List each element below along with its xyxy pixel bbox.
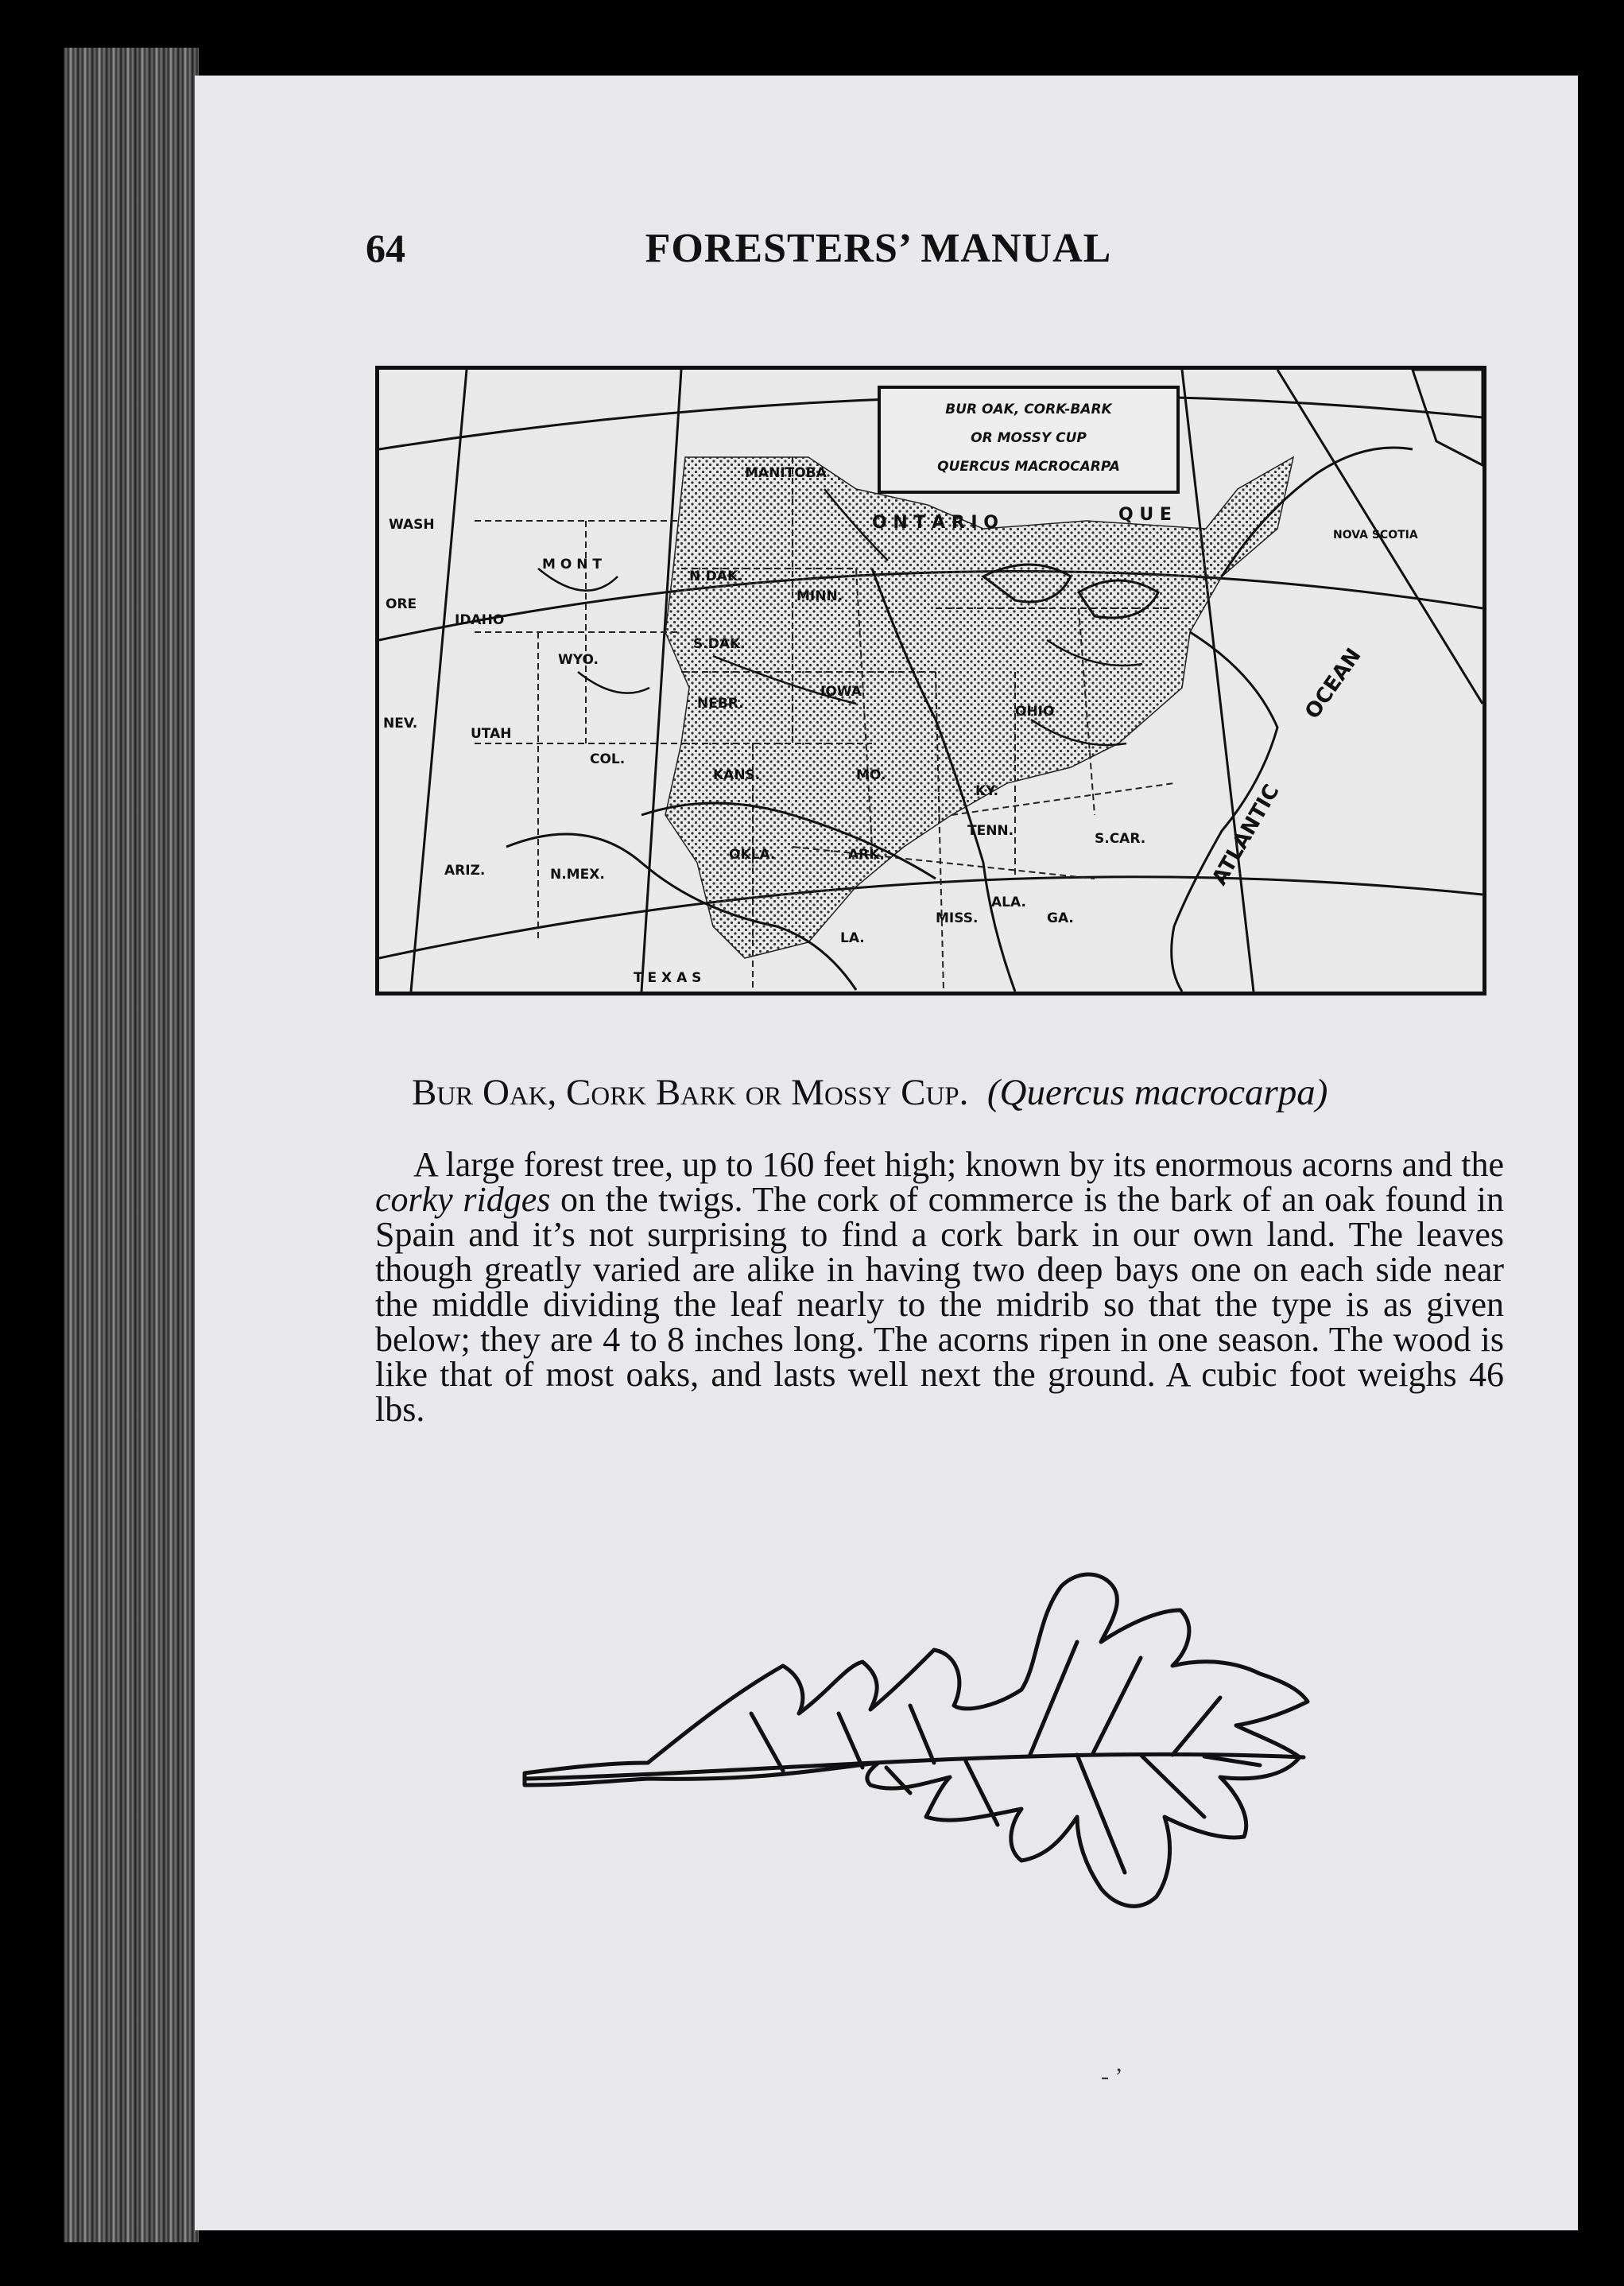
map-label-sdak: S.DAK. — [693, 636, 746, 652]
map-legend — [878, 386, 1180, 494]
figure-caption — [412, 1071, 1624, 1114]
range-map — [375, 366, 1486, 996]
map-label-ndak: N.DAK. — [689, 569, 743, 584]
map-label-ga: GA. — [1047, 910, 1074, 926]
map-label-kans: KANS. — [713, 767, 761, 783]
map-label-ala: ALA. — [991, 895, 1026, 910]
map-label-nev: NEV. — [383, 716, 418, 732]
book-binding-edge — [64, 48, 199, 2242]
bur-oak-leaf-illustration — [521, 1554, 1594, 1928]
map-label-nmex: N.MEX. — [550, 867, 605, 883]
map-label-ontario: O N T A R I O — [872, 513, 998, 533]
map-label-minn: MINN. — [796, 588, 843, 604]
page-header — [366, 225, 1391, 297]
map-label-nebr: NEBR. — [697, 696, 744, 712]
map-legend-line: OR MOSSY CUP — [971, 430, 1087, 446]
map-label-ark: ARK. — [848, 847, 885, 863]
map-label-nova-scotia: NOVA SCOTIA — [1333, 529, 1418, 541]
paragraph-text-rest: on the twigs. The cork of commerce is the bark of an oak found in Spain and it’s not surprising to find a cork bark in our own land. The leaves though greatly varied are alike in having two deep bays one on each side near the middle dividing the leaf nearly to the midrib so that the type is as given below; they are 4 to 8 inches long. The acorns ripen in one season. The wood is like that of most oaks, and lasts well next the ground. A cubic foot weighs 46 lbs. — [375, 1180, 1505, 1429]
map-label-wash: WASH — [389, 517, 435, 533]
running-title: FORESTERS’ MANUAL — [645, 226, 1112, 271]
map-label-col: COL. — [590, 751, 626, 767]
page-number: 64 — [366, 226, 405, 270]
map-label-quebec: Q U E — [1118, 505, 1172, 525]
map-label-texas: T E X A S — [634, 970, 702, 986]
map-label-mont: M O N T — [542, 557, 602, 572]
map-label-mo: MO. — [856, 767, 886, 783]
book-page — [195, 76, 1578, 2230]
map-label-ariz: ARIZ. — [444, 863, 486, 879]
caption-common-name: Bur Oak, Cork Bark or Mossy Cup. — [412, 1072, 969, 1113]
map-label-idaho: IDAHO — [455, 612, 505, 628]
map-label-ore: ORE — [386, 596, 417, 612]
map-label-tenn: TENN. — [967, 823, 1014, 839]
map-label-wyo: WYO. — [558, 652, 599, 668]
map-legend-line: QUERCUS MACROCARPA — [937, 459, 1120, 475]
map-label-la: LA. — [840, 930, 865, 946]
paragraph-text-start: A large forest tree, up to 160 feet high; known by its enormous acorns and the — [413, 1145, 1504, 1184]
map-label-iowa: IOWA — [820, 684, 862, 700]
stray-print-mark: - ’ — [1101, 2063, 1123, 2090]
description-paragraph — [375, 1147, 1504, 1427]
map-label-ohio: OHIO — [1015, 704, 1055, 720]
map-label-manitoba: MANITOBA — [745, 465, 827, 481]
map-label-okla: OKLA. — [729, 847, 776, 863]
map-label-scar: S.CAR. — [1095, 831, 1146, 847]
caption-latin-name: (Quercus macrocarpa) — [986, 1072, 1328, 1113]
map-label-ky: KY. — [975, 783, 999, 799]
map-label-utah: UTAH — [471, 726, 512, 742]
map-legend-line: BUR OAK, CORK-BARK — [945, 402, 1112, 417]
map-label-atlantic: ATLANTIC — [1207, 780, 1285, 890]
map-label-ocean: OCEAN — [1300, 644, 1366, 724]
map-label-miss: MISS. — [936, 910, 979, 926]
paragraph-italic-phrase: corky ridges — [375, 1180, 551, 1219]
